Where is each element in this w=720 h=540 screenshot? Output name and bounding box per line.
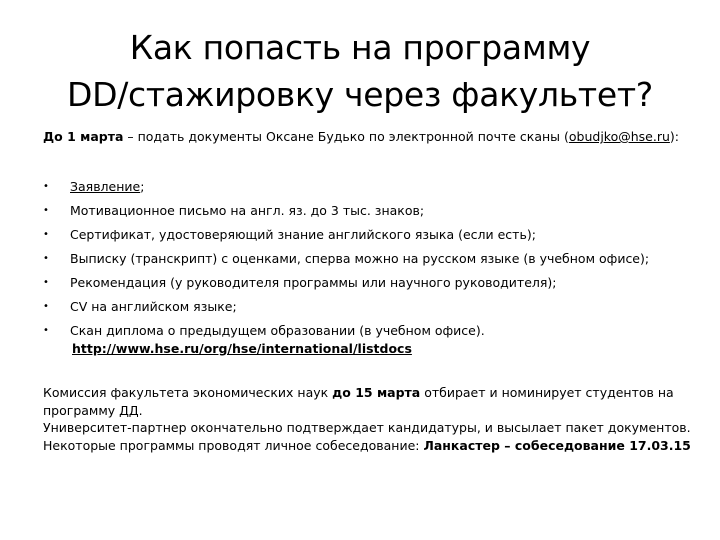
- interview-text: Некоторые программы проводят личное собеседование:: [43, 437, 424, 453]
- title-question-mark: ?: [635, 75, 654, 114]
- bullet-icon: •: [43, 325, 49, 336]
- list-item: [43, 298, 703, 322]
- list-item-tail: ;: [140, 179, 145, 194]
- list-item: [43, 250, 703, 274]
- list-item: [43, 202, 703, 226]
- bullet-icon: •: [43, 205, 49, 216]
- list-item: [43, 274, 703, 298]
- bullet-icon: •: [43, 229, 49, 240]
- listdocs-link-line: [72, 340, 412, 358]
- listdocs-link[interactable]: http://www.hse.ru/org/hse/international/listdocs: [72, 341, 412, 356]
- email-link[interactable]: obudjko@hse.ru: [568, 129, 670, 144]
- list-item-text: CV на английском языке;: [70, 299, 237, 314]
- bullet-icon: •: [43, 277, 49, 288]
- deadline-march-1: До 1 марта: [43, 129, 124, 144]
- list-item-text: Мотивационное письмо на англ. яз. до 3 тыс. знаков;: [70, 203, 425, 218]
- documents-list: [43, 178, 703, 346]
- lancaster-interview: Ланкастер – собеседование 17.03.15: [423, 437, 691, 453]
- title-line-2: [20, 71, 700, 118]
- partner-paragraph: Университет-партнер окончательно подтверждает кандидатуры, и высылает пакет документов.: [43, 420, 691, 435]
- list-item-text: Рекомендация (у руководителя программы или научного руководителя);: [70, 275, 557, 290]
- deadline-march-15: до 15 марта: [332, 385, 421, 400]
- commission-text: Комиссия факультета экономических наук: [43, 385, 333, 400]
- application-link[interactable]: Заявление: [70, 179, 141, 194]
- bullet-icon: •: [43, 181, 49, 192]
- list-item-text: Скан диплома о предыдущем образовании (в учебном офисе).: [70, 323, 485, 338]
- intro-line: [43, 128, 708, 146]
- commission-paragraph: [43, 384, 703, 419]
- interview-paragraph: [43, 437, 703, 455]
- intro-text: – подать документы Оксане Будько по электронной почте сканы (: [123, 129, 569, 144]
- list-item: [43, 178, 703, 202]
- slide-title: [20, 24, 700, 118]
- info-paragraphs: [43, 384, 703, 454]
- title-line-1: Как попасть на программу: [129, 28, 591, 67]
- intro-tail: ):: [669, 129, 679, 144]
- commission-text-tail: отбирает и номинирует студентов на программу ДД.: [43, 385, 674, 418]
- list-item: [43, 226, 703, 250]
- bullet-icon: •: [43, 301, 49, 312]
- list-item-text: Сертификат, удостоверяющий знание английского языка (если есть);: [70, 227, 536, 242]
- bullet-icon: •: [43, 253, 49, 264]
- title-line-2-main: DD/стажировку через факультет: [66, 75, 636, 114]
- list-item-text: Выписку (транскрипт) с оценками, сперва можно на русском языке (в учебном офисе);: [70, 251, 650, 266]
